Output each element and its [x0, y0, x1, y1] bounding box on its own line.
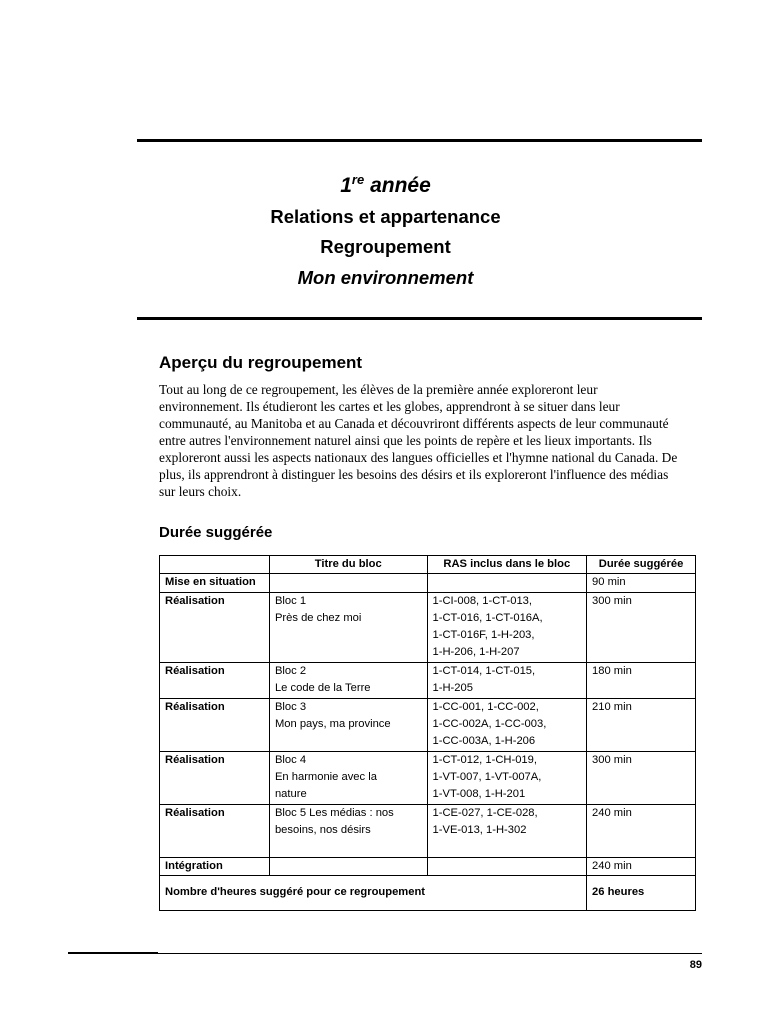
duration-cell: 300 min: [587, 751, 696, 804]
header-cell-duration: Durée suggérée: [587, 556, 696, 574]
ras-cell: 1-CE-027, 1-CE-028, 1-VE-013, 1-H-302: [427, 804, 587, 857]
table-row: [160, 592, 696, 662]
bloc-cell: Bloc 1 Près de chez moi: [269, 592, 427, 662]
bloc-cell: Bloc 5 Les médias : nos besoins, nos désirs: [269, 804, 427, 857]
total-value: 26 heures: [587, 876, 696, 911]
header-cell-ras: RAS inclus dans le bloc: [427, 556, 587, 574]
phase-cell: Réalisation: [160, 804, 270, 857]
ras-cell: [427, 857, 587, 875]
duration-cell: 240 min: [587, 804, 696, 857]
ras-cell: [427, 574, 587, 592]
duration-table: [159, 555, 696, 911]
phase-cell: Intégration: [160, 857, 270, 875]
table-row: [160, 662, 696, 698]
ras-cell: 1-CT-014, 1-CT-015, 1-H-205: [427, 662, 587, 698]
bloc-cell: Bloc 3 Mon pays, ma province: [269, 698, 427, 751]
phase-cell: Mise en situation: [160, 574, 270, 592]
total-row: [160, 876, 696, 911]
cluster-label: Regroupement: [320, 236, 451, 257]
ras-cell: 1-CC-001, 1-CC-002, 1-CC-002A, 1-CC-003, 1-CC-003A, 1-H-206: [427, 698, 587, 751]
top-rule: [137, 139, 702, 142]
total-label: Nombre d'heures suggéré pour ce regroupement: [160, 876, 587, 911]
bottom-rule: [137, 317, 702, 320]
overview-heading: Aperçu du regroupement: [159, 353, 363, 372]
header-cell-phase: [160, 556, 270, 574]
table-row: [160, 574, 696, 592]
header-cell-bloc-title: Titre du bloc: [269, 556, 427, 574]
duration-cell: 210 min: [587, 698, 696, 751]
duration-cell: 180 min: [587, 662, 696, 698]
footer-rule: [68, 953, 702, 954]
duration-cell: 240 min: [587, 857, 696, 875]
phase-cell: Réalisation: [160, 698, 270, 751]
page-number: 89: [689, 959, 702, 971]
table-row: [160, 698, 696, 751]
duration-cell: 90 min: [587, 574, 696, 592]
table-row: [160, 804, 696, 857]
duration-cell: 300 min: [587, 592, 696, 662]
bloc-cell: Bloc 2 Le code de la Terre: [269, 662, 427, 698]
bloc-cell: [269, 857, 427, 875]
bloc-cell: [269, 574, 427, 592]
overview-paragraph: Tout au long de ce regroupement, les élèves de la première année exploreront leur environnement. Ils étudieront les cartes et les globes, apprendront à se situer dans leur communauté, au Manitoba et au Canada et découvriront différents aspects de leur communauté entre autres l'environnement naturel ainsi que les points de repère et les lieux importants. Ils exploreront aussi les aspects nationaux des langues officielles et l'hymne national du Canada. De plus, ils apprendront à distinguer les besoins des désirs et ils exploreront l'influence des médias sur leurs choix.: [159, 382, 678, 499]
phase-cell: Réalisation: [160, 592, 270, 662]
theme-title: Relations et appartenance: [270, 206, 501, 227]
grade-title: 1re année: [340, 172, 431, 197]
table-row: [160, 751, 696, 804]
ras-cell: 1-CT-012, 1-CH-019, 1-VT-007, 1-VT-007A, 1-VT-008, 1-H-201: [427, 751, 587, 804]
table-row: [160, 857, 696, 875]
table-header-row: [160, 556, 696, 574]
cluster-title: Mon environnement: [297, 267, 474, 288]
phase-cell: Réalisation: [160, 751, 270, 804]
phase-cell: Réalisation: [160, 662, 270, 698]
duration-heading: Durée suggérée: [159, 524, 273, 541]
footer-rule-accent: [68, 952, 158, 954]
bloc-cell: Bloc 4 En harmonie avec la nature: [269, 751, 427, 804]
ras-cell: 1-CI-008, 1-CT-013, 1-CT-016, 1-CT-016A, 1-CT-016F, 1-H-203, 1-H-206, 1-H-207: [427, 592, 587, 662]
